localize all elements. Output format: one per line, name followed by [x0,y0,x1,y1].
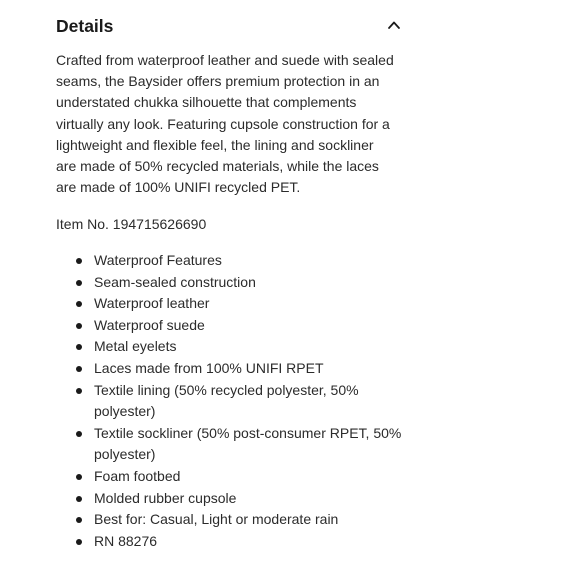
description-line: are made of 100% UNIFI recycled PET. [56,179,301,196]
feature-text: polyester) [94,403,156,420]
feature-list-item [76,293,416,315]
bullet-icon [76,517,82,523]
feature-list-item [76,336,416,358]
feature-text: Waterproof Features [94,252,222,268]
bullet-icon [76,280,82,286]
bullet-icon [76,301,82,307]
feature-list-item [76,531,416,553]
feature-text: Textile sockliner (50% post-consumer RPET, 50% [94,424,402,441]
description-line: understated chukka silhouette that complements [56,94,357,111]
feature-text: Metal eyelets [94,338,177,355]
details-header[interactable] [56,14,406,40]
bullet-icon [76,258,82,264]
feature-text: RN 88276 [94,532,158,549]
description-line: are made of 50% recycled materials, while the laces [56,158,379,175]
feature-text: Laces made from 100% UNIFI RPET [94,359,324,376]
feature-text: Waterproof suede [94,316,205,333]
bullet-icon [76,474,82,480]
feature-list [76,250,416,552]
bullet-icon [76,323,82,329]
description-line: Crafted from waterproof leather and suede with sealed [56,52,394,68]
bullet-icon [76,344,82,350]
description-line: seams, the Baysider offers premium protection in an [56,73,380,90]
bullet-icon [76,496,82,502]
bullet-icon [76,388,82,394]
feature-list-item [76,315,416,337]
feature-list-item [76,380,416,423]
feature-list-item [76,488,416,510]
feature-list-item [76,250,416,272]
feature-list-item [76,466,416,488]
bullet-icon [76,539,82,545]
feature-text: Best for: Casual, Light or moderate rain [94,511,339,528]
description-line: virtually any look. Featuring cupsole construction for a [56,115,390,132]
feature-list-item [76,423,416,466]
feature-text: Foam footbed [94,467,181,484]
description-line: lightweight and flexible feel, the lining and sockliner [56,136,374,153]
feature-text: Molded rubber cupsole [94,489,237,506]
feature-text: Textile lining (50% recycled polyester, 50% [94,381,359,398]
feature-list-item [76,358,416,380]
feature-list-item [76,272,416,294]
feature-text: Waterproof leather [94,295,210,312]
bullet-icon [76,431,82,437]
product-description [56,50,410,198]
feature-text: Seam-sealed construction [94,273,256,290]
chevron-up-icon[interactable] [386,17,402,33]
feature-text: polyester) [94,446,156,463]
feature-list-item [76,509,416,531]
bullet-icon [76,366,82,372]
details-title: Details [56,16,114,36]
item-number: Item No. 194715626690 [56,216,207,232]
